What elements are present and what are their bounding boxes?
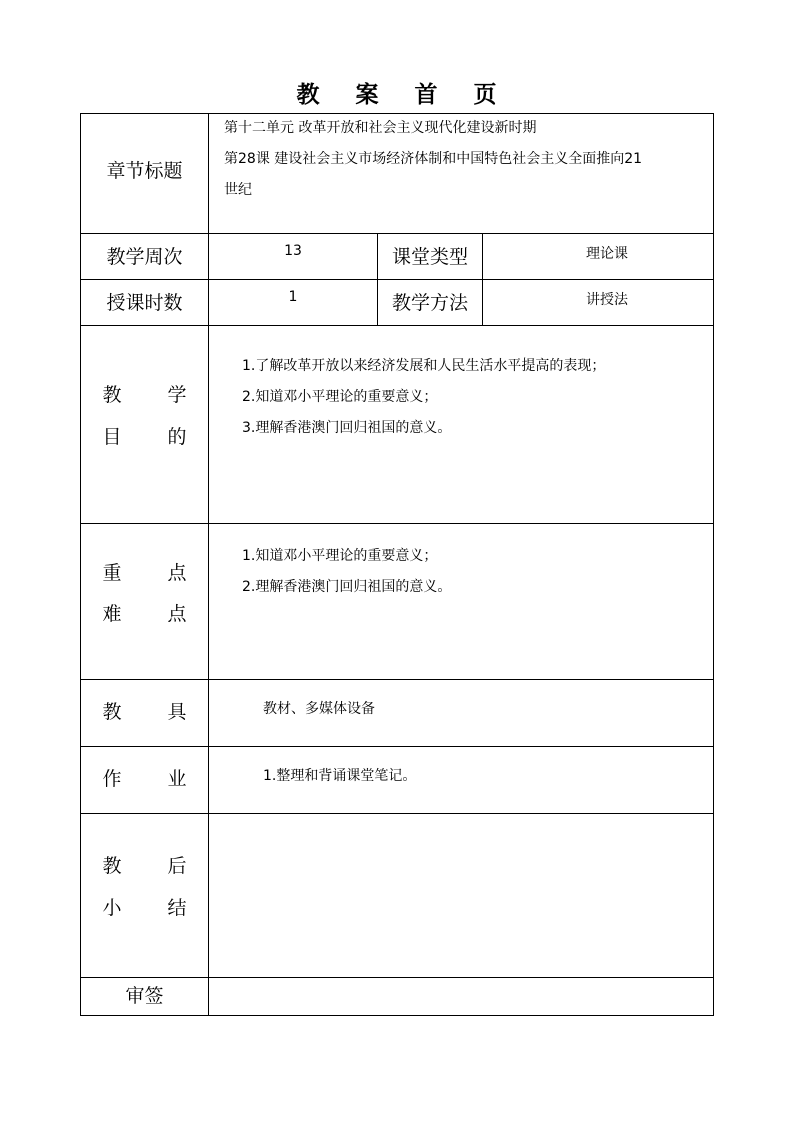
- reflection-label-line1: 教 后: [102, 855, 207, 877]
- teaching-week-value: 13: [284, 243, 302, 259]
- objectives-label-line2: 目 的: [102, 426, 207, 448]
- teaching-tools-label: 教 具: [102, 701, 207, 723]
- key-points-label-line1: 重 点: [102, 562, 207, 584]
- class-type-label: 课堂类型: [391, 246, 468, 268]
- teaching-tools-value: 教材、多媒体设备: [263, 701, 375, 717]
- homework-label: 作 业: [102, 768, 207, 790]
- reflection-label-line2: 小 结: [102, 897, 207, 919]
- objective-item: 3.理解香港澳门回归祖国的意义。: [242, 420, 452, 436]
- row-divider: [80, 279, 714, 280]
- table-border-top: [80, 113, 714, 114]
- teaching-hours-label: 授课时数: [106, 292, 183, 314]
- objective-item: 2.知道邓小平理论的重要意义；: [242, 389, 438, 405]
- teaching-week-label: 教学周次: [106, 246, 183, 268]
- row-divider: [80, 679, 714, 680]
- key-point-item: 1.知道邓小平理论的重要意义；: [242, 548, 438, 564]
- key-points-label-line2: 难 点: [102, 603, 207, 625]
- row-divider: [80, 523, 714, 524]
- review-signature-label: 审签: [125, 985, 164, 1007]
- chapter-unit-text: 第十二单元 改革开放和社会主义现代化建设新时期: [224, 120, 537, 136]
- teaching-method-label: 教学方法: [391, 292, 468, 314]
- teaching-method-value: 讲授法: [586, 292, 628, 308]
- teaching-hours-value: 1: [288, 289, 298, 305]
- objectives-label-line1: 教 学: [102, 384, 207, 406]
- page-title: 教 案 首 页: [296, 82, 511, 108]
- homework-value: 1.整理和背诵课堂笔记。: [263, 768, 417, 784]
- row-divider: [80, 746, 714, 747]
- row-divider: [80, 813, 714, 814]
- chapter-lesson-text: 第28课 建设社会主义市场经济体制和中国特色社会主义全面推向21: [224, 151, 643, 167]
- row-divider: [80, 325, 714, 326]
- chapter-title-label: 章节标题: [106, 160, 183, 182]
- class-type-value: 理论课: [586, 246, 628, 262]
- chapter-lesson-text-cont: 世纪: [224, 182, 252, 198]
- key-point-item: 2.理解香港澳门回归祖国的意义。: [242, 579, 452, 595]
- row-divider: [80, 233, 714, 234]
- objective-item: 1.了解改革开放以来经济发展和人民生活水平提高的表现；: [242, 358, 606, 374]
